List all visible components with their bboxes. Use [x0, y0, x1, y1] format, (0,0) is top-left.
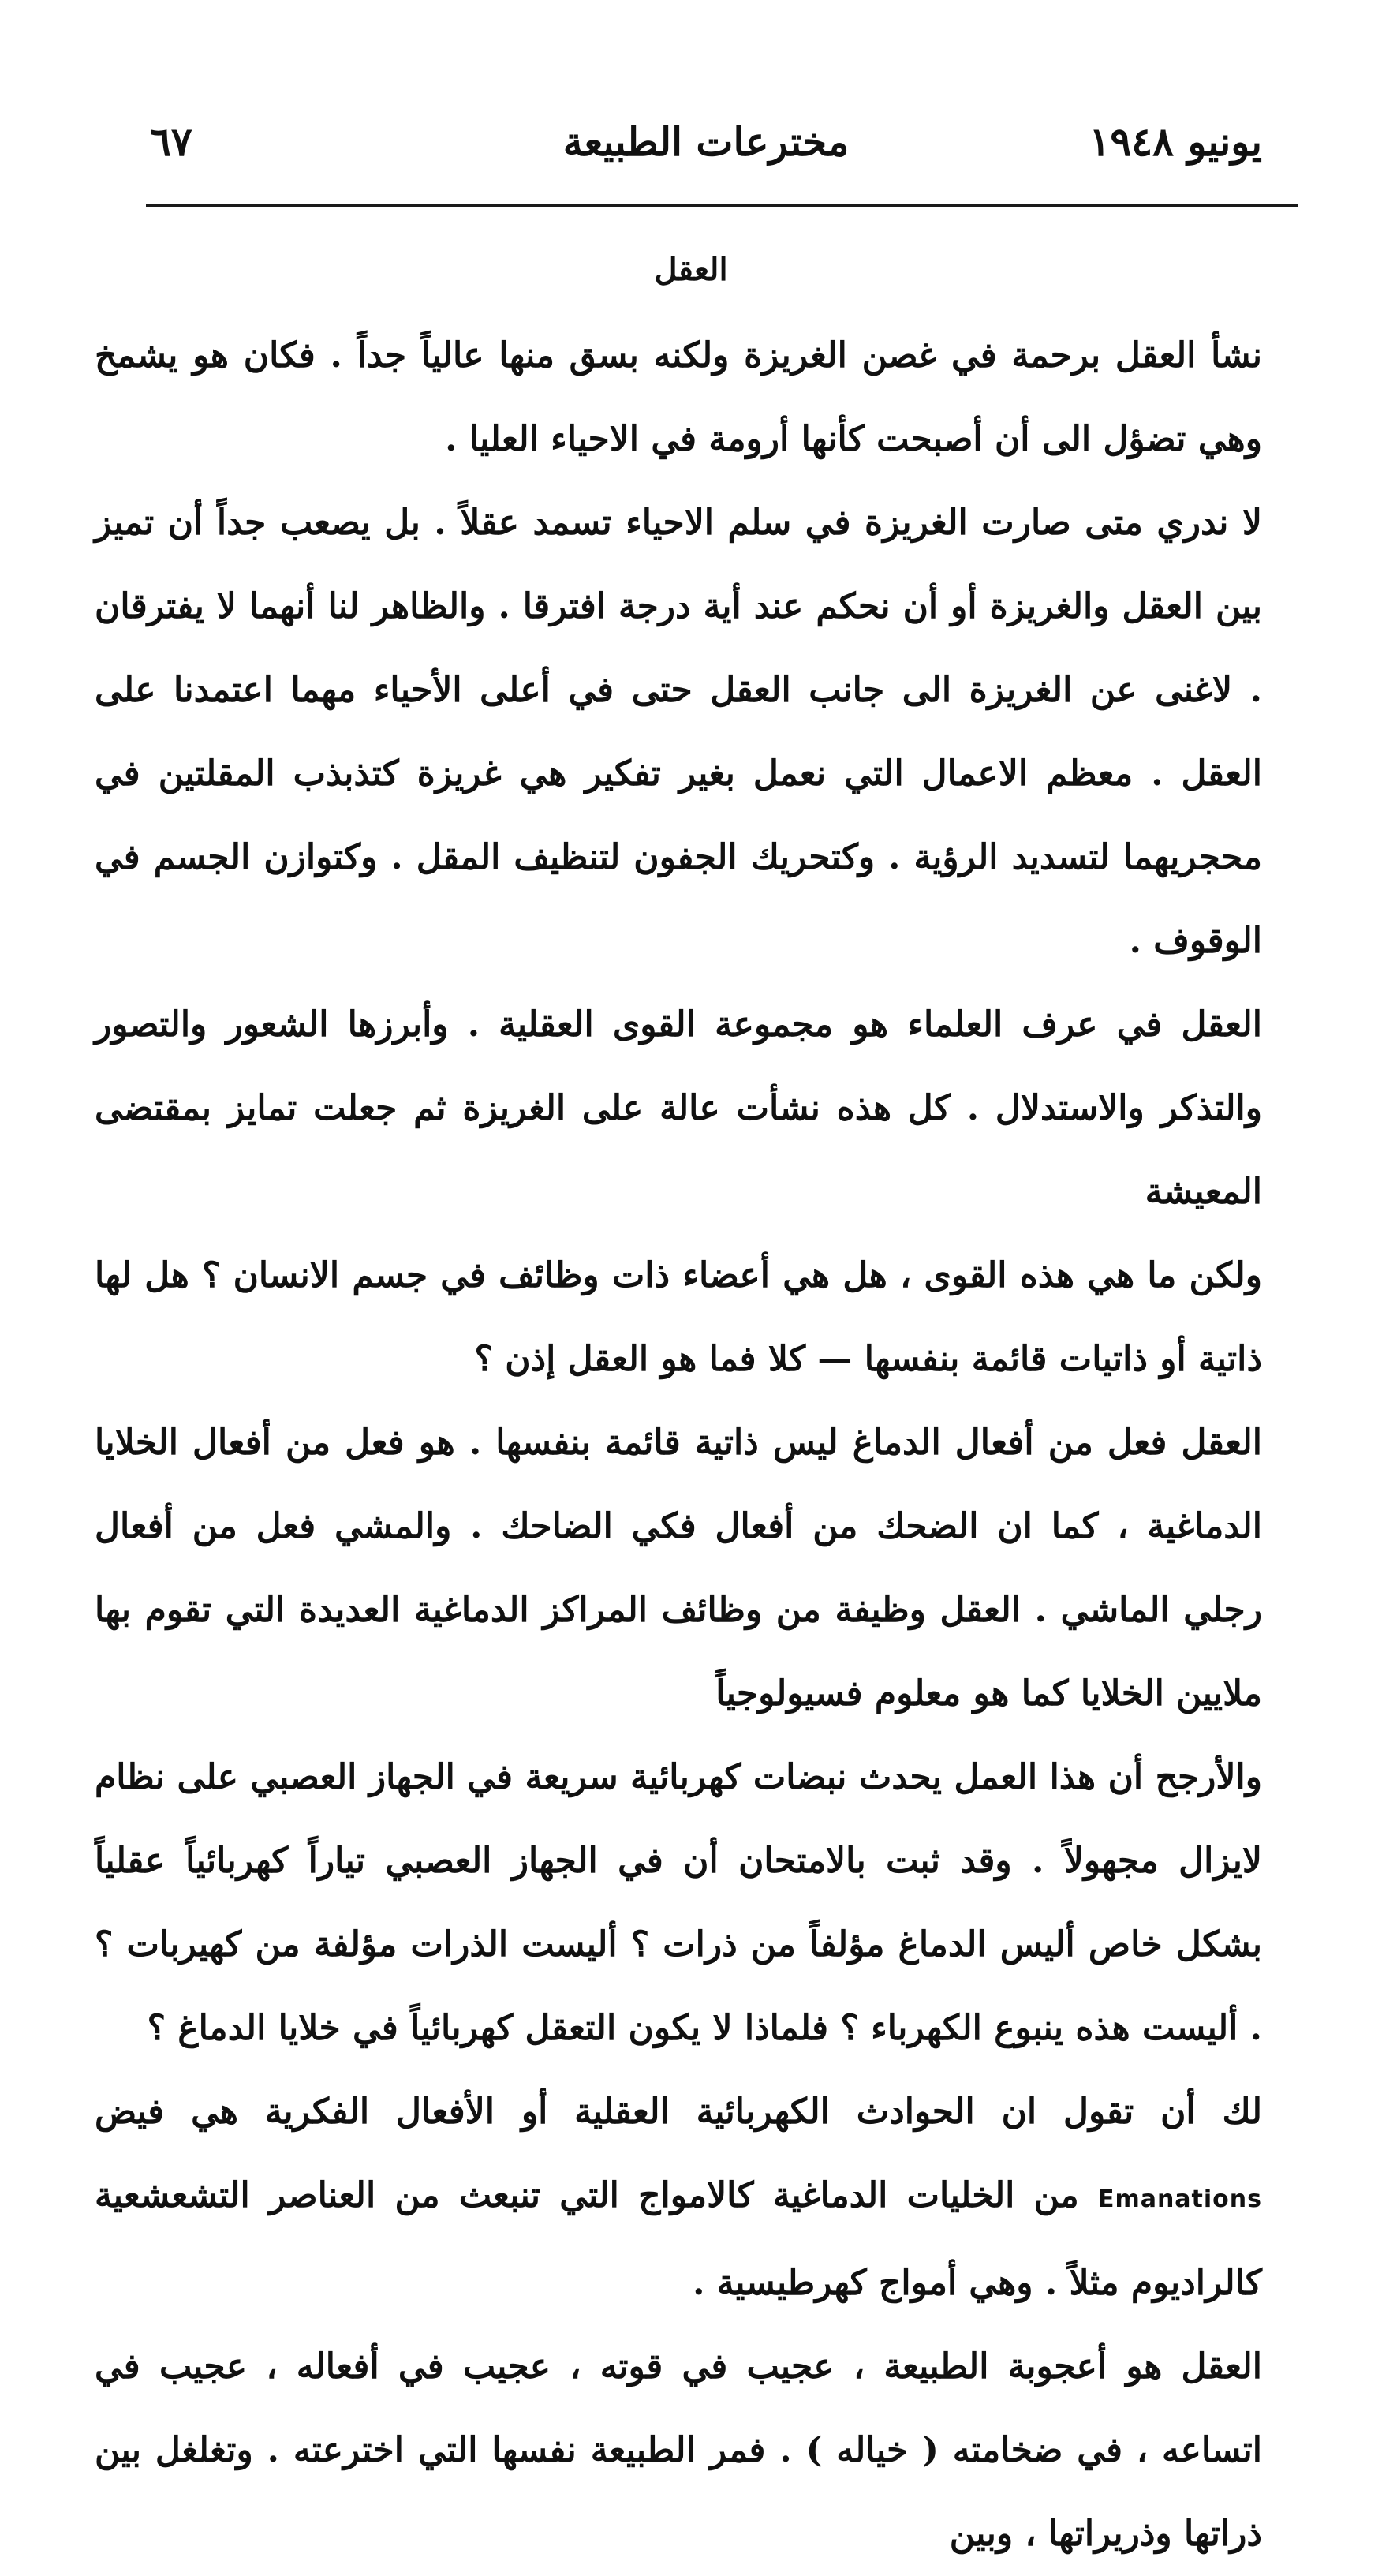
header-date: يونيو ١٩٤٨: [1089, 118, 1262, 165]
page-number: ٦٧: [150, 118, 192, 165]
paragraph-4: ولكن ما هي هذه القوى ، هل هي أعضاء ذات وظائف في جسم الانسان ؟ هل لها ذاتية أو ذاتيات قائمة بنفسها — كلا فما هو العقل إذن ؟: [95, 1255, 1262, 1379]
paragraph-1: نشأ العقل برحمة في غصن الغريزة ولكنه بسق منها عالياً جداً . فكان هو يشمخ وهي تضؤل الى أن أصبحت كأنها أرومة في الاحياء العليا .: [95, 335, 1262, 459]
paragraph-7: [95, 2070, 1262, 2325]
paragraph-6: والأرجح أن هذا العمل يحدث نبضات كهربائية سريعة في الجهاز العصبي على نظام لايزال مجهولاً . وقد ثبت بالامتحان أن في الجهاز العصبي تياراً كهربائياً عقلياً بشكل خاص أليس الدماغ مؤلفاً من ذرات ؟ أليست الذرات مؤلفة من كهيربات ؟ . أليست هذه ينبوع الكهرباء ؟ فلماذا لا يكون التعقل كهربائياً في خلايا الدماغ ؟: [95, 1757, 1262, 2048]
paragraph-3: العقل في عرف العلماء هو مجموعة القوى العقلية . وأبرزها الشعور والتصور والتذكر والاستدلال . كل هذه نشأت عالة على الغريزة ثم جعلت تمايز بمقتضى المعيشة: [95, 1004, 1262, 1212]
paragraph-2: لا ندري متى صارت الغريزة في سلم الاحياء تسمد عقلاً . بل يصعب جداً أن تميز بين العقل والغريزة أو أن نحكم عند أية درجة افترقا . والظاهر لنا أنهما لا يفترقان . لاغنى عن الغريزة الى جانب العقل حتى في أعلى الأحياء مهما اعتمدنا على العقل . معظم الاعمال التي نعمل بغير تفكير هي غريزة كتذبذب المقلتين في محجريهما لتسديد الرؤية . وكتحريك الجفون لتنظيف المقل . وكتوازن الجسم في الوقوف .: [95, 503, 1262, 961]
running-header: [150, 118, 1262, 174]
paragraph-7-end: من الخليات الدماغية كالامواج التي تنبعث من العناصر التشعشعية كالراديوم مثلاً . وهي أمواج كهرطيسية .: [95, 2175, 1262, 2303]
header-title: مخترعات الطبيعة: [562, 118, 850, 165]
paragraph-8: العقل هو أعجوبة الطبيعة ، عجيب في قوته ، عجيب في أفعاله ، عجيب في اتساعه ، في ضخامته ( خياله ) . فمر الطبيعة نفسها التي اخترعته . وتغلغل بين ذراتها وذريراتها ، وبين: [95, 2346, 1262, 2554]
header-rule: [146, 204, 1298, 207]
paragraph-5: العقل فعل من أفعال الدماغ ليس ذاتية قائمة بنفسها . هو فعل من أفعال الخلايا الدماغية ، كما ان الضحك من أفعال فكي الضاحك . والمشي فعل من أفعال رجلي الماشي . العقل وظيفة من وظائف المراكز الدماغية العديدة التي تقوم بها ملايين الخلايا كما هو معلوم فسيولوجياً: [95, 1423, 1262, 1714]
paragraph-7-start: لك أن تقول ان الحوادث الكهربائية العقلية أو الأفعال الفكرية هي فيض: [95, 2092, 1262, 2132]
latin-term: Emanations: [1097, 2185, 1262, 2213]
section-title: العقل: [654, 251, 728, 288]
body-text: [95, 314, 1262, 2576]
